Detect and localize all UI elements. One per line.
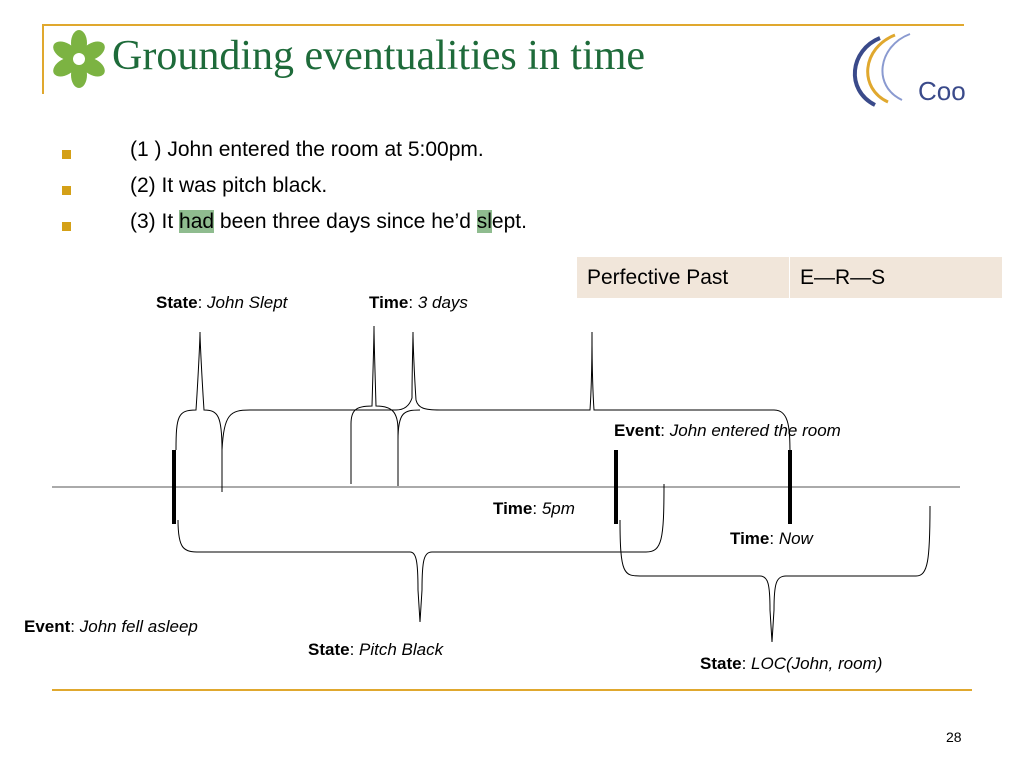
- label-key: Event: [614, 421, 661, 440]
- bullet-text: (1 ) John entered the room at 5:00pm.: [130, 138, 484, 161]
- label-state-john-slept: State: John Slept: [156, 293, 288, 312]
- bullet-text-part: (3) It: [130, 210, 180, 233]
- highlight-had: had: [179, 210, 215, 233]
- label-state-pitch-black: State: Pitch Black: [308, 640, 444, 659]
- brace-john-slept: [176, 332, 222, 492]
- page-number: 28: [946, 729, 962, 745]
- bullet-text-part: ept.: [491, 210, 527, 233]
- label-event-entered: Event: John entered the room: [614, 421, 841, 440]
- brace-three-days-right: [398, 410, 420, 440]
- brace-three-days-left: [351, 326, 398, 486]
- label-time-3-days: Time: 3 days: [369, 293, 468, 312]
- label-value: 5pm: [541, 499, 575, 518]
- label-state-loc: State: LOC(John, room): [700, 654, 883, 673]
- logo-text: Coo: [918, 76, 966, 106]
- label-key: Event: [24, 617, 71, 636]
- brace-pitch-black: [178, 484, 664, 622]
- label-time-now: Time: Now: [730, 529, 813, 548]
- label-key: Time: [493, 499, 533, 518]
- brace-loc: [620, 506, 930, 642]
- label-value: Pitch Black: [359, 640, 444, 659]
- slide-title: Grounding eventualities in time: [112, 33, 646, 79]
- label-value: LOC(John, room): [751, 654, 883, 673]
- label-key: Time: [369, 293, 409, 312]
- label-time-5pm: Time: 5pm: [493, 499, 575, 518]
- bullet-text: (2) It was pitch black.: [130, 174, 328, 197]
- label-key: State: [700, 654, 742, 673]
- label-key: State: [308, 640, 350, 659]
- label-key: Time: [730, 529, 770, 548]
- highlight-sl: sl: [476, 210, 492, 233]
- label-value: John fell asleep: [79, 617, 198, 636]
- label-key: State: [156, 293, 198, 312]
- label-value: Now: [778, 529, 813, 548]
- bullet-text-part: been three days since he’d: [214, 210, 477, 233]
- label-value: 3 days: [417, 293, 468, 312]
- label-value: John entered the room: [669, 421, 841, 440]
- label-value: John Slept: [207, 293, 288, 312]
- tense-pattern-cell: E—R—S: [790, 257, 1003, 299]
- label-event-fell-asleep: Event: John fell asleep: [24, 617, 198, 636]
- tense-name-cell: Perfective Past: [577, 257, 790, 299]
